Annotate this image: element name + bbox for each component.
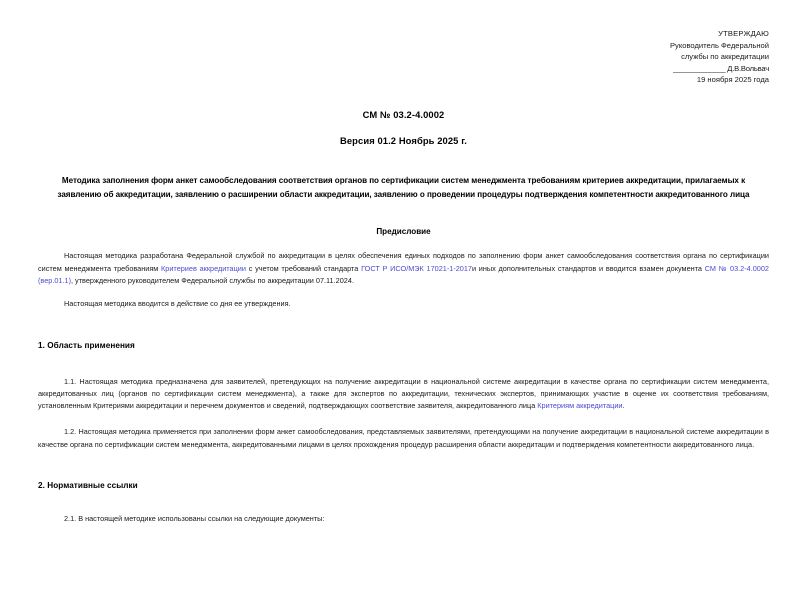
preface-paragraph-2: Настоящая методика вводится в действие со дня ее утверждения. — [64, 299, 291, 309]
section1-p11-text-2: . — [622, 401, 625, 411]
approval-date: 19 ноября 2025 года — [696, 75, 769, 85]
section1-p11-text-1: 1.1. Настоящая методика предназначена для заявителей, претендующих на получение аккредитации в национальной системе аккредитации в качестве органа по сертификации систем менеджмента, аккредитованных лиц (органов по сертификации систем менеджмента), а также для экспертов по аккредитации, технических экспертов, принимающих участие в оценке их соответствия требованиям, установленным Критериями аккредитации и перечнем документов и сведений, подтверждающих соответствие заявителя, аккредитованного лица — [38, 376, 769, 411]
section2-paragraph-2-1: 2.1. В настоящей методике использованы ссылки на следующие документы: — [64, 514, 325, 524]
section-heading-1: 1. Область применения — [38, 340, 135, 350]
preface-paragraph-1 — [38, 250, 769, 287]
preface-p1-text-1: Настоящая методика разработана Федеральной службой по аккредитации в целях обеспечения единых подходов по заполнению форм анкет самообследования соответствия органа по сертификации систем менеджмента требованиям — [38, 251, 769, 273]
link-kriterii-akkreditacii-1[interactable]: Критериев аккредитации — [161, 263, 246, 273]
document-version: Версия 01.2 Ноябрь 2025 г. — [340, 134, 467, 146]
approval-signature-line: _____________ Д.В.Вольвач — [673, 63, 769, 73]
approval-heading: УТВЕРЖДАЮ — [718, 29, 769, 38]
approval-block — [38, 28, 769, 86]
preface-p1-text-2: с учетом требований стандарта — [245, 263, 362, 273]
preface-p1-text-4: , утвержденного руководителем Федеральной службы по аккредитации 07.11.2024. — [71, 275, 354, 285]
approval-officer-line-2: службы по аккредитации — [681, 52, 769, 62]
link-sm-03-2-4-0002-ver-01-1[interactable]: СМ № 03.2-4.0002 (вер.01.1) — [38, 263, 769, 285]
preface-heading: Предисловие — [376, 227, 431, 237]
section1-paragraph-1-1 — [38, 376, 769, 413]
link-kriterii-akkreditacii-2[interactable]: Критериям аккредитации — [537, 401, 623, 411]
preface-p1-text-3: и иных дополнительных стандартов и вводится взамен документа — [471, 263, 705, 273]
link-gost-r-iso-iec-17021-1-2017[interactable]: ГОСТ Р ИСО/МЭК 17021-1-2017 — [361, 263, 472, 273]
section1-paragraph-1-2: 1.2. Настоящая методика применяется при заполнении форм анкет самообследования, представляемых заявителями, претендующими на получение аккредитации в национальной системе аккредитации в качестве органа по сертификации систем менеджмента, аккредитованными лицами в целях прохождения процедур расширения области аккредитации и подтверждения компетентности аккредитованного лица. — [38, 427, 769, 449]
document-page — [0, 28, 807, 599]
document-code: СМ № 03.2-4.0002 — [362, 108, 445, 120]
approval-officer-line-1: Руководитель Федеральной — [669, 40, 769, 50]
page-title: Методика заполнения форм анкет самообследования соответствия органов по сертификации систем менеджмента требованиям критериев аккредитации, прилагаемых к заявлению об аккредитации, заявлению о расширении области аккредитации, заявлению о проведении процедуры подтверждения компетентности аккредитованного лица — [57, 175, 750, 200]
section-heading-2: 2. Нормативные ссылки — [38, 481, 138, 491]
